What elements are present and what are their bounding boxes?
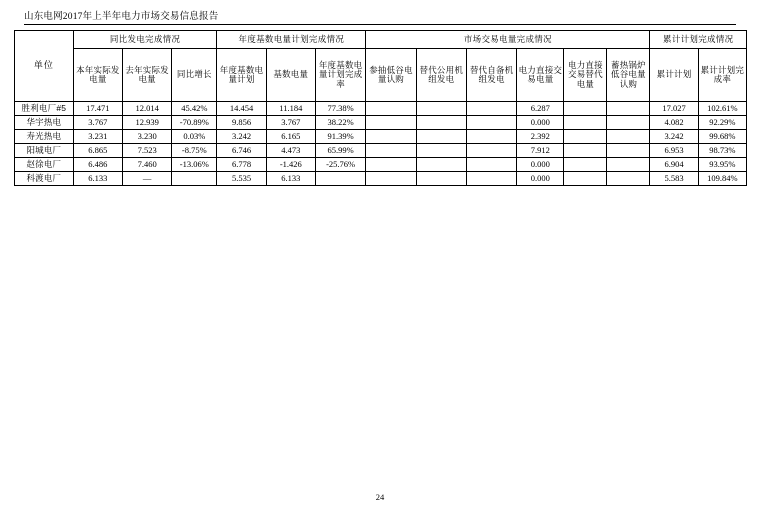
cell-value — [416, 130, 466, 144]
group-header-yoy: 同比发电完成情况 — [73, 31, 217, 49]
group-header-market: 市场交易电量完成情况 — [366, 31, 650, 49]
col-header-cumulative-rate: 累计计划完成率 — [698, 49, 746, 102]
cell-value: -8.75% — [172, 144, 217, 158]
cell-value — [466, 130, 516, 144]
col-header-last-year-output: 去年实际发电量 — [123, 49, 172, 102]
col-header-annual-base-plan: 年度基数电量计划 — [217, 49, 266, 102]
row-name: 胜利电厂#5 — [15, 102, 74, 116]
cell-value: 99.68% — [698, 130, 746, 144]
cell-value: 7.912 — [517, 144, 564, 158]
cell-value: 11.184 — [266, 102, 315, 116]
cell-value: 12.939 — [123, 116, 172, 130]
cell-value: 3.767 — [266, 116, 315, 130]
data-table-container — [14, 30, 747, 186]
col-header-yoy-growth: 同比增长 — [172, 49, 217, 102]
cell-value: -25.76% — [315, 158, 365, 172]
table-row — [15, 102, 747, 116]
cell-value: 9.856 — [217, 116, 266, 130]
cell-value — [607, 144, 650, 158]
cell-value — [607, 116, 650, 130]
cell-value: 4.082 — [650, 116, 698, 130]
cell-value: 6.778 — [217, 158, 266, 172]
cell-value — [466, 172, 516, 186]
cell-value: 102.61% — [698, 102, 746, 116]
cell-value: 6.133 — [73, 172, 122, 186]
col-header-direct-trade-replacement: 电力直接交易替代电量 — [564, 49, 607, 102]
header-title: 山东电网2017年上半年电力市场交易信息报告 — [24, 12, 219, 22]
cell-value — [315, 172, 365, 186]
cell-value — [607, 158, 650, 172]
market-transaction-table — [14, 30, 747, 186]
cell-value: 12.014 — [123, 102, 172, 116]
cell-value: 91.39% — [315, 130, 365, 144]
cell-value: 6.953 — [650, 144, 698, 158]
cell-value: 77.38% — [315, 102, 365, 116]
col-header-replace-public-unit: 替代公用机组发电 — [416, 49, 466, 102]
cell-value — [366, 130, 416, 144]
cell-value: 7.460 — [123, 158, 172, 172]
col-header-replace-captive-unit: 替代自备机组发电 — [466, 49, 516, 102]
cell-value — [366, 172, 416, 186]
cell-value: 0.000 — [517, 172, 564, 186]
col-header-heat-boiler-valley: 蓄热锅炉低谷电量认购 — [607, 49, 650, 102]
cell-value: 65.99% — [315, 144, 365, 158]
cell-value — [564, 102, 607, 116]
cell-value — [366, 158, 416, 172]
cell-value — [416, 144, 466, 158]
col-header-current-year-output: 本年实际发电量 — [73, 49, 122, 102]
cell-value: 0.03% — [172, 130, 217, 144]
table-head — [15, 31, 747, 102]
cell-value: 6.486 — [73, 158, 122, 172]
col-header-valley-purchase: 参抽低谷电量认购 — [366, 49, 416, 102]
page-number: 24 — [375, 492, 385, 502]
cell-value: 6.287 — [517, 102, 564, 116]
sub-header-row — [15, 49, 747, 102]
cell-value: 2.392 — [517, 130, 564, 144]
cell-value — [466, 144, 516, 158]
cell-value: 109.84% — [698, 172, 746, 186]
col-header-cumulative-plan: 累计计划 — [650, 49, 698, 102]
cell-value — [564, 144, 607, 158]
cell-value: -13.06% — [172, 158, 217, 172]
cell-value — [416, 158, 466, 172]
cell-value — [607, 102, 650, 116]
cell-value: 6.904 — [650, 158, 698, 172]
cell-value — [607, 172, 650, 186]
cell-value — [607, 130, 650, 144]
cell-value: 7.523 — [123, 144, 172, 158]
cell-value: 5.535 — [217, 172, 266, 186]
cell-value: 6.133 — [266, 172, 315, 186]
header-divider — [24, 24, 736, 25]
table-row — [15, 130, 747, 144]
cell-value: 14.454 — [217, 102, 266, 116]
cell-value — [172, 172, 217, 186]
cell-value: 93.95% — [698, 158, 746, 172]
cell-value — [416, 172, 466, 186]
cell-value: 17.027 — [650, 102, 698, 116]
cell-value: 4.473 — [266, 144, 315, 158]
cell-value: 0.000 — [517, 116, 564, 130]
cell-value: 6.165 — [266, 130, 315, 144]
cell-value: 98.73% — [698, 144, 746, 158]
row-name: 阳城电厂 — [15, 144, 74, 158]
group-header-base-plan: 年度基数电量计划完成情况 — [217, 31, 366, 49]
cell-value — [466, 116, 516, 130]
cell-value: 0.000 — [517, 158, 564, 172]
cell-value — [416, 116, 466, 130]
cell-value: 5.583 — [650, 172, 698, 186]
col-header-base-plan-rate: 年度基数电量计划完成率 — [315, 49, 365, 102]
cell-value: — — [123, 172, 172, 186]
cell-value: 3.242 — [217, 130, 266, 144]
cell-value: 6.865 — [73, 144, 122, 158]
cell-value — [366, 102, 416, 116]
table-row — [15, 116, 747, 130]
cell-value: -1.426 — [266, 158, 315, 172]
col-header-base-output: 基数电量 — [266, 49, 315, 102]
cell-value — [564, 158, 607, 172]
cell-value: 38.22% — [315, 116, 365, 130]
cell-value — [416, 102, 466, 116]
group-header-cumulative: 累计计划完成情况 — [650, 31, 747, 49]
header-unit: 单位 — [15, 31, 74, 102]
cell-value: 3.231 — [73, 130, 122, 144]
cell-value: 3.230 — [123, 130, 172, 144]
cell-value: 6.746 — [217, 144, 266, 158]
page-header — [24, 8, 736, 25]
cell-value: 3.242 — [650, 130, 698, 144]
cell-value — [366, 144, 416, 158]
cell-value — [564, 130, 607, 144]
cell-value: -70.89% — [172, 116, 217, 130]
table-row — [15, 158, 747, 172]
col-header-direct-trade-volume: 电力直接交易电量 — [517, 49, 564, 102]
cell-value — [564, 116, 607, 130]
cell-value — [366, 116, 416, 130]
row-name: 华宇热电 — [15, 116, 74, 130]
cell-value — [466, 102, 516, 116]
cell-value: 45.42% — [172, 102, 217, 116]
cell-value — [466, 158, 516, 172]
row-name: 科渡电厂 — [15, 172, 74, 186]
group-header-row — [15, 31, 747, 49]
cell-value: 3.767 — [73, 116, 122, 130]
row-name: 寿光热电 — [15, 130, 74, 144]
row-name: 赵徐电厂 — [15, 158, 74, 172]
cell-value: 92.29% — [698, 116, 746, 130]
cell-value — [564, 172, 607, 186]
table-row — [15, 172, 747, 186]
cell-value: 17.471 — [73, 102, 122, 116]
table-body — [15, 102, 747, 186]
table-row — [15, 144, 747, 158]
